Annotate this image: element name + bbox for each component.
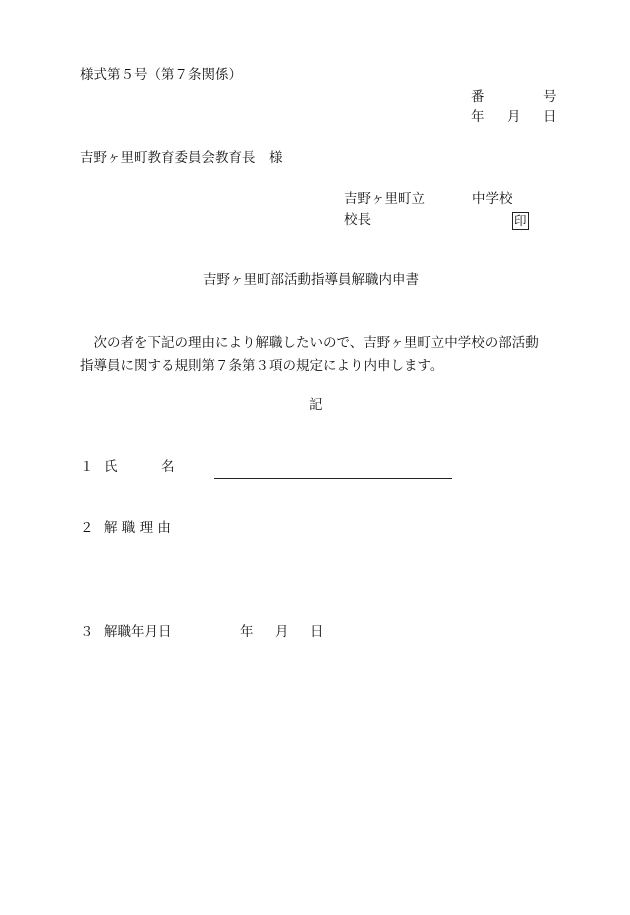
date-year-label: 年 xyxy=(471,109,485,125)
item1-label-a: 氏 xyxy=(104,459,118,475)
document-title: 吉野ヶ里町部活動指導員解職内申書 xyxy=(203,272,419,288)
item3-day: 日 xyxy=(310,624,324,640)
ki-label: 記 xyxy=(309,397,323,413)
seal-text: 印 xyxy=(514,213,527,228)
item1-label-b: 名 xyxy=(161,459,175,475)
item2-label: 解 職 理 由 xyxy=(104,520,171,536)
item3-label: 解職年月日 xyxy=(104,624,172,640)
item2-number: ２ xyxy=(80,520,94,536)
body-line-2: 指導員に関する規則第７条第３項の規定により内申します。 xyxy=(80,358,444,374)
addressee: 吉野ヶ里町教育委員会教育長 様 xyxy=(80,150,283,166)
seal-mark xyxy=(512,212,529,230)
date-month-label: 月 xyxy=(507,109,521,125)
item3-month: 月 xyxy=(275,624,289,640)
item3-number: ３ xyxy=(80,624,94,640)
principal-label: 校長 xyxy=(344,212,371,228)
school-prefix: 吉野ヶ里町立 xyxy=(344,191,425,207)
name-underline xyxy=(214,478,452,479)
date-day-label: 日 xyxy=(543,109,557,125)
go-label: 号 xyxy=(543,89,557,105)
body-paragraph xyxy=(80,332,560,378)
item3-year: 年 xyxy=(240,624,254,640)
item1-number: １ xyxy=(80,459,94,475)
school-suffix: 中学校 xyxy=(472,191,513,207)
form-number: 様式第５号（第７条関係） xyxy=(80,67,242,83)
body-line-1: 次の者を下記の理由により解職したいので、吉野ヶ里町立中学校の部活動 xyxy=(80,335,539,351)
ban-label: 番 xyxy=(471,89,485,105)
